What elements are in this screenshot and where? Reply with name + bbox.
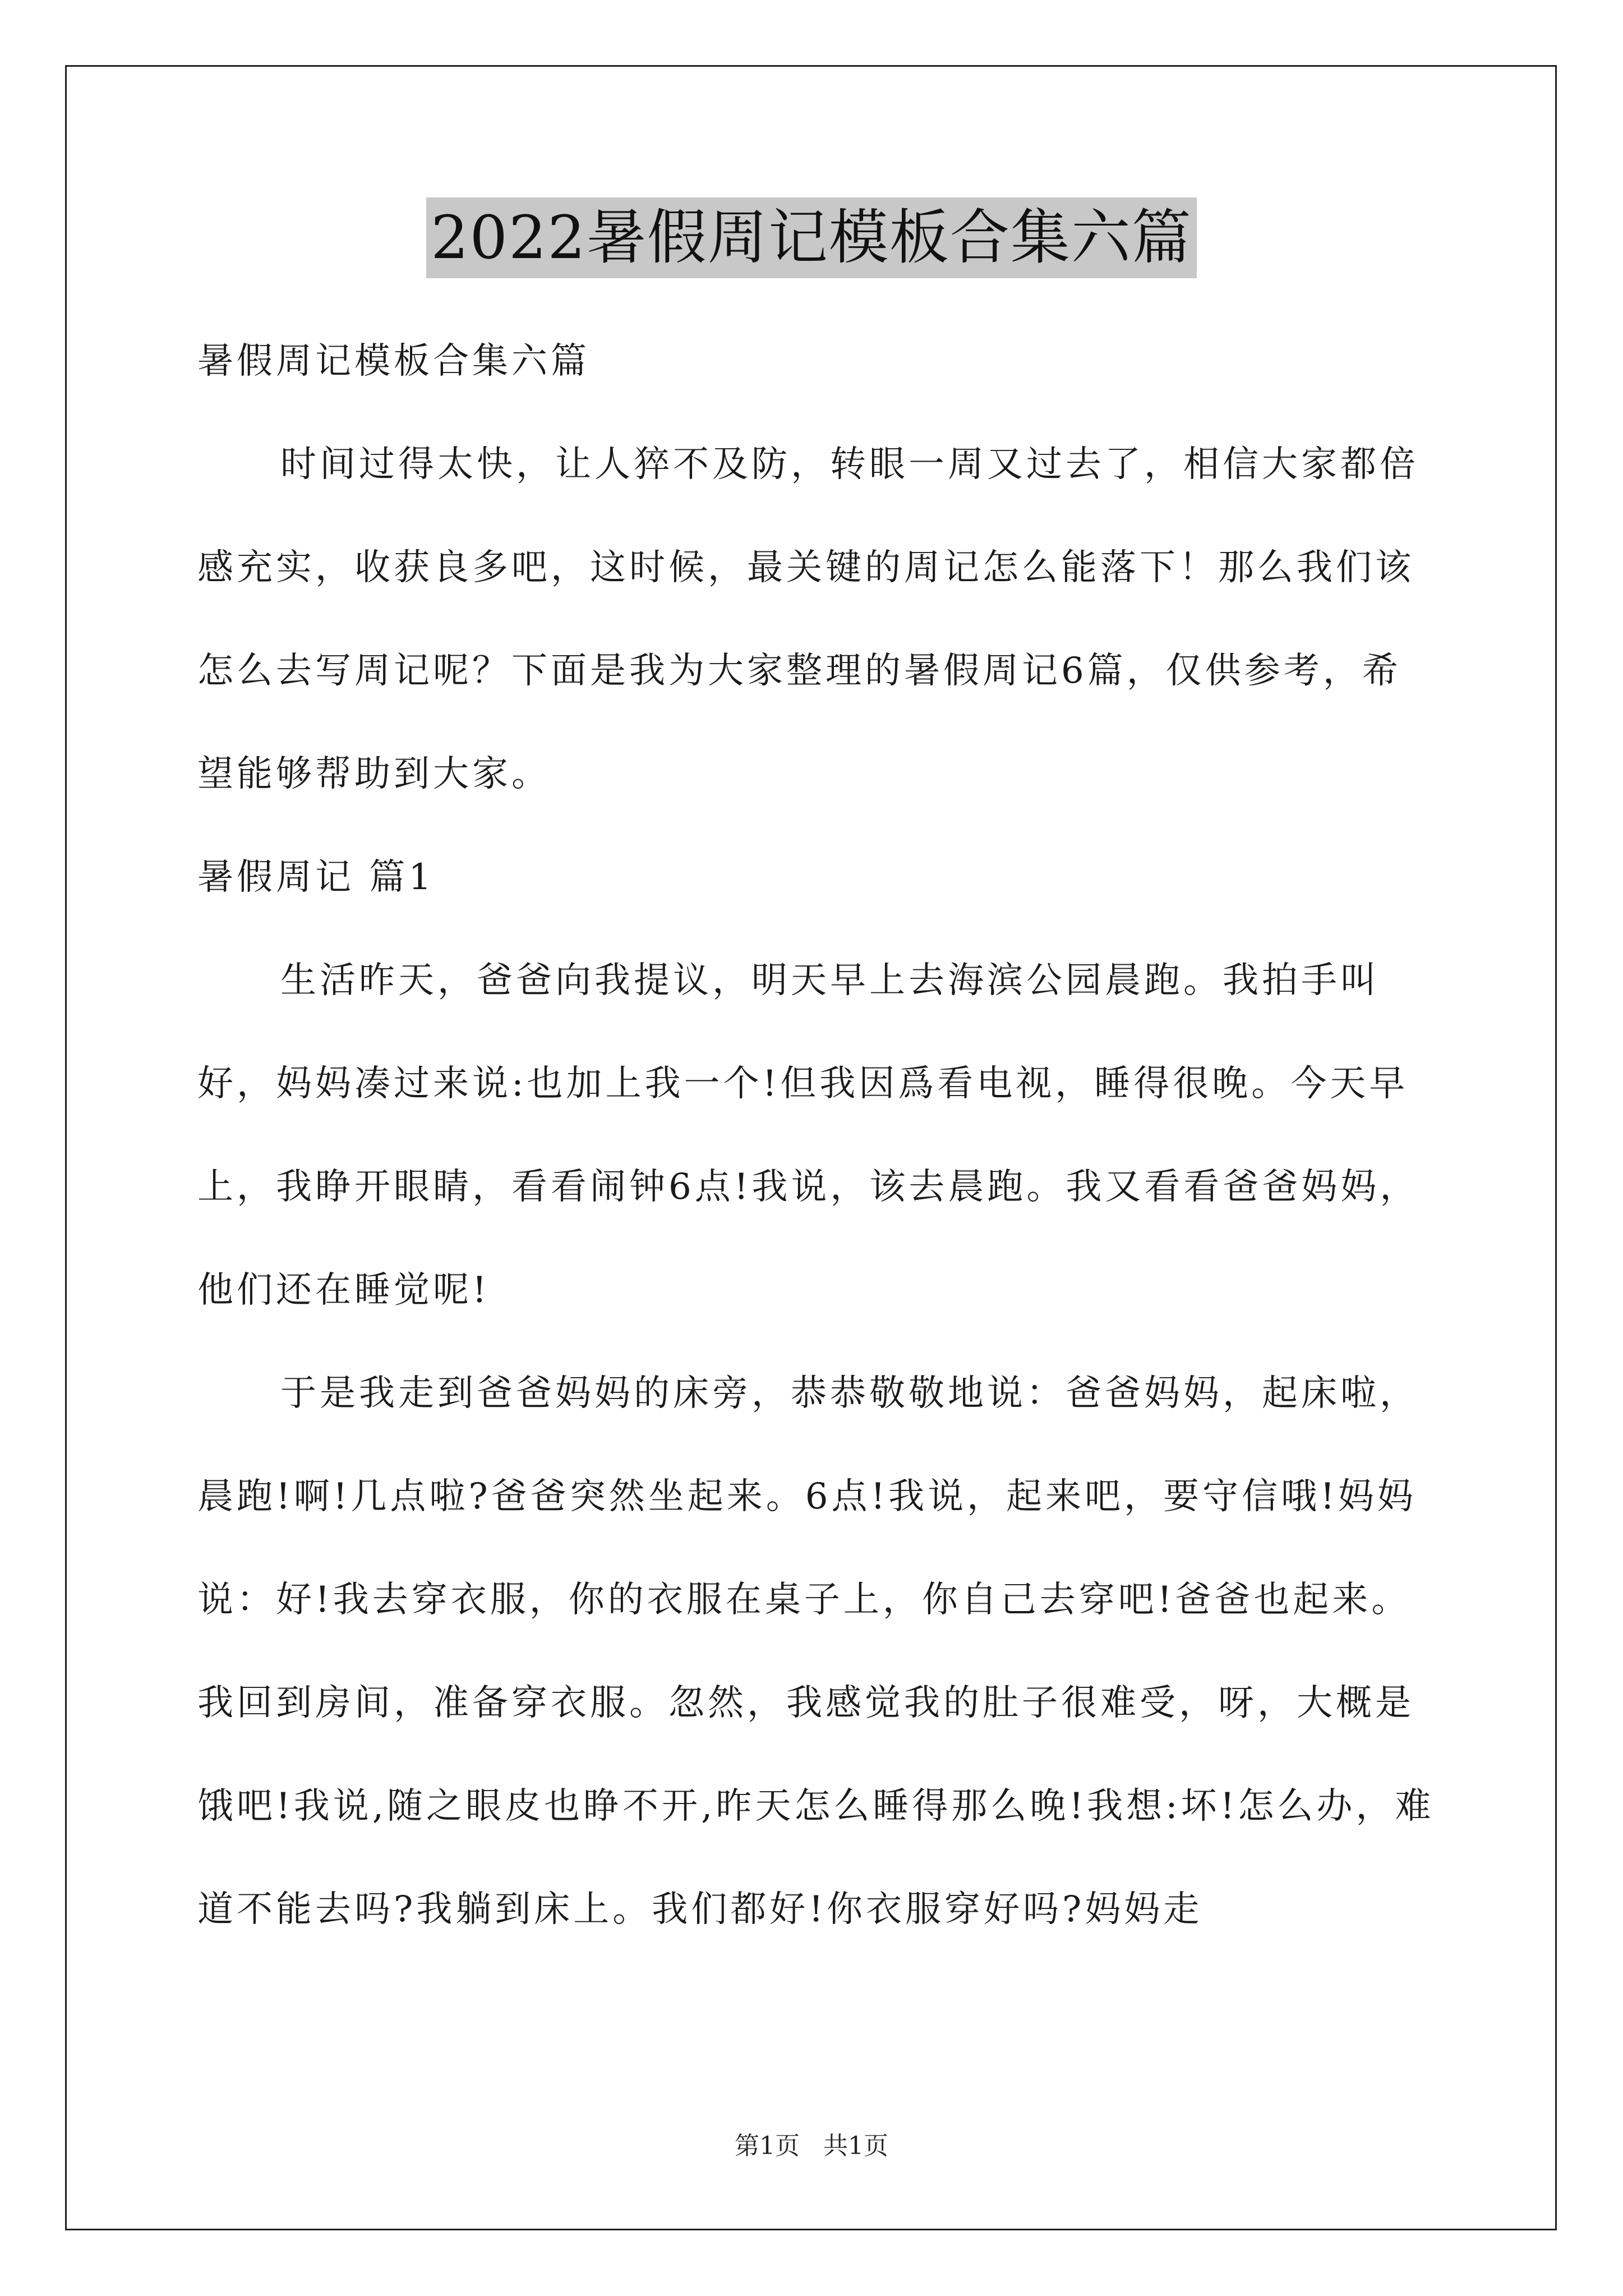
page-footer [0,2129,1623,2163]
page-total: 共1页 [823,2132,888,2160]
page-number: 第1页 [735,2132,800,2160]
paragraph: 时间过得太快，让人猝不及防，转眼一周又过去了，相信大家都倍感充实，收获良多吧，这时候，最关键的周记怎么能落下！那么我们该怎么去写周记呢？下面是我为大家整理的暑假周记6篇，仅供参考，希望能够帮助到大家。 [197,444,1419,795]
title-container [0,197,1623,278]
paragraph: 暑假周记模板合集六篇 [197,341,590,382]
paragraph: 于是我走到爸爸妈妈的床旁，恭恭敬敬地说：爸爸妈妈，起床啦，晨跑!啊!几点啦?爸爸突然坐起来。6点!我说，起来吧，要守信哦!妈妈说：好!我去穿衣服，你的衣服在桌子上，你自己去穿吧!爸爸也起来。我回到房间，准备穿衣服。忽然，我感觉我的肚子很难受，呀，大概是饿吧!我说,随之眼皮也睁不开,昨天怎么睡得那么晚!我想:坏!怎么办，难道不能去吗?我躺到床上。我们都好!你衣服穿好吗?妈妈走 [197,1373,1435,1930]
section-heading: 暑假周记 篇1 [197,857,435,898]
document-body [197,310,1435,1961]
paragraph: 生活昨天，爸爸向我提议，明天早上去海滨公园晨跑。我拍手叫好，妈妈凑过来说:也加上我一个!但我因爲看电视，睡得很晚。今天早上，我睁开眼睛，看看闹钟6点!我说，该去晨跑。我又看看爸爸妈妈，他们还在睡觉呢! [197,960,1419,1311]
document-title: 2022暑假周记模板合集六篇 [426,197,1197,278]
